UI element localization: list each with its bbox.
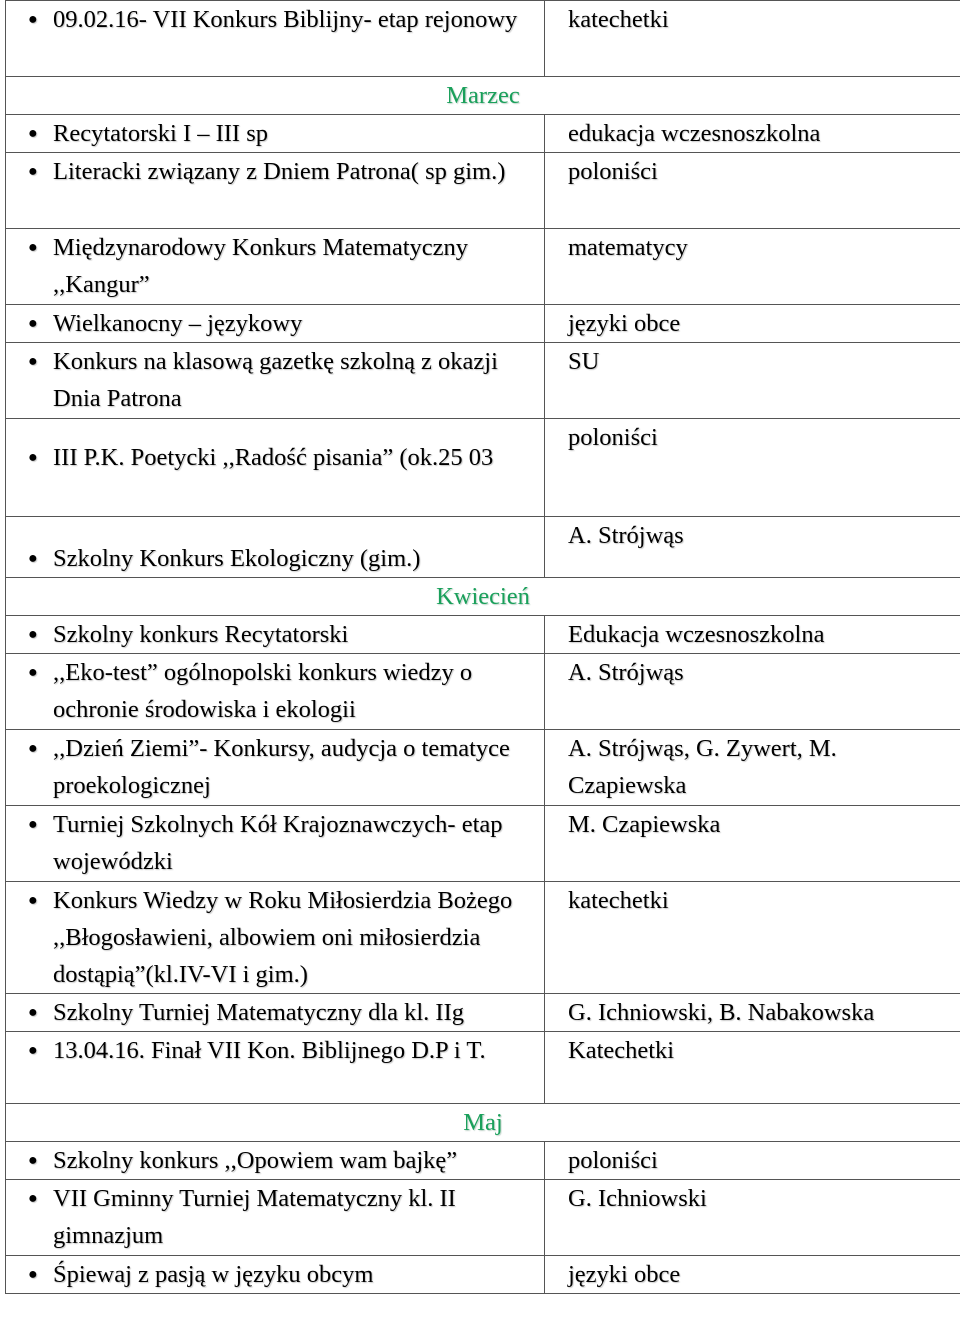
event-cell xyxy=(6,517,545,578)
bullet-icon: ● xyxy=(28,11,38,28)
event-cell xyxy=(6,1032,545,1104)
month-header: Marzec xyxy=(6,77,960,115)
responsible-name: M. Czapiewska xyxy=(568,811,721,838)
month-header: Maj xyxy=(6,1104,960,1142)
responsible-name: edukacja wczesnoszkolna xyxy=(568,120,821,147)
responsible-name: poloniści xyxy=(568,158,658,185)
responsible-cell xyxy=(545,806,960,882)
event-item xyxy=(6,1,544,38)
event-cell xyxy=(6,343,545,419)
event-name: Wielkanocny – językowy xyxy=(53,310,303,337)
event-name: Literacki związany z Dniem Patrona( sp gim.) xyxy=(53,158,506,185)
bullet-icon: ● xyxy=(28,626,38,643)
event-name: ,,Eko-test” ogólnopolski konkurs wiedzy o ochronie środowiska i ekologii xyxy=(53,659,473,723)
event-cell xyxy=(6,305,545,343)
event-item xyxy=(6,1256,544,1293)
responsible-cell xyxy=(545,343,960,419)
table-row xyxy=(6,1180,960,1256)
event-name: VII Gminny Turniej Matematyczny kl. II gimnazjum xyxy=(53,1185,456,1249)
event-cell xyxy=(6,153,545,229)
event-cell xyxy=(6,616,545,654)
event-name: Śpiewaj z pasją w języku obcym xyxy=(53,1261,374,1288)
event-cell xyxy=(6,419,545,517)
responsible-name: SU xyxy=(568,348,600,375)
event-item xyxy=(6,654,544,728)
table-row xyxy=(6,806,960,882)
event-item xyxy=(6,1032,544,1069)
table-row xyxy=(6,994,960,1032)
event-cell xyxy=(6,1180,545,1256)
bullet-icon: ● xyxy=(28,449,38,466)
event-name: Szkolny Konkurs Ekologiczny (gim.) xyxy=(53,545,421,572)
event-cell xyxy=(6,730,545,806)
events-table-body xyxy=(6,1,960,1294)
event-name: Konkurs Wiedzy w Roku Miłosierdzia Bożego ,,Błogosławieni, albowiem oni miłosierdzia dostąpią”(kl.IV-VI i gim.) xyxy=(53,887,513,988)
responsible-name: matematycy xyxy=(568,234,688,261)
responsible-name: Katechetki xyxy=(568,1037,675,1064)
bullet-icon: ● xyxy=(28,239,38,256)
responsible-name: A. Strójwąs xyxy=(568,659,684,686)
responsible-name: G. Ichniowski xyxy=(568,1185,707,1212)
event-item xyxy=(6,806,544,880)
table-row xyxy=(6,517,960,578)
bullet-icon: ● xyxy=(28,892,38,909)
responsible-name: Edukacja wczesnoszkolna xyxy=(568,621,825,648)
table-row xyxy=(6,419,960,517)
event-name: Konkurs na klasową gazetkę szkolną z okazji Dnia Patrona xyxy=(53,348,498,412)
responsible-name: poloniści xyxy=(568,1147,658,1174)
bullet-icon: ● xyxy=(28,1266,38,1283)
events-table xyxy=(5,0,960,1294)
table-row xyxy=(6,115,960,153)
bullet-icon: ● xyxy=(28,550,38,567)
event-item xyxy=(6,153,544,190)
responsible-cell xyxy=(545,115,960,153)
event-name: 09.02.16- VII Konkurs Biblijny- etap rejonowy xyxy=(53,6,518,33)
responsible-cell xyxy=(545,1,960,77)
event-name: III P.K. Poetycki ,,Radość pisania” (ok.25 03 xyxy=(53,444,494,471)
responsible-cell xyxy=(545,994,960,1032)
responsible-cell xyxy=(545,654,960,730)
event-item xyxy=(6,882,544,993)
event-cell xyxy=(6,1256,545,1294)
event-cell xyxy=(6,229,545,305)
bullet-icon: ● xyxy=(28,1190,38,1207)
responsible-cell xyxy=(545,305,960,343)
table-row xyxy=(6,882,960,994)
event-item xyxy=(6,439,544,476)
responsible-cell xyxy=(545,1256,960,1294)
event-item xyxy=(6,540,544,577)
event-item xyxy=(6,730,544,804)
bullet-icon: ● xyxy=(28,353,38,370)
bullet-icon: ● xyxy=(28,1152,38,1169)
event-name: Międzynarodowy Konkurs Matematyczny ,,Kangur” xyxy=(53,234,469,298)
responsible-name: katechetki xyxy=(568,6,669,33)
table-row xyxy=(6,229,960,305)
responsible-name: A. Strójwąs, G. Zywert, M. Czapiewska xyxy=(568,735,837,799)
event-name: Szkolny konkurs ,,Opowiem wam bajkę” xyxy=(53,1147,458,1174)
event-cell xyxy=(6,882,545,994)
event-item xyxy=(6,305,544,342)
table-row xyxy=(6,305,960,343)
bullet-icon: ● xyxy=(28,816,38,833)
bullet-icon: ● xyxy=(28,125,38,142)
table-row xyxy=(6,1142,960,1180)
event-item xyxy=(6,229,544,303)
table-row xyxy=(6,730,960,806)
event-item xyxy=(6,1180,544,1254)
bullet-icon: ● xyxy=(28,1004,38,1021)
month-header-row xyxy=(6,578,960,616)
table-row xyxy=(6,1,960,77)
bullet-icon: ● xyxy=(28,315,38,332)
event-name: ,,Dzień Ziemi”- Konkursy, audycja o tematyce proekologicznej xyxy=(53,735,510,799)
responsible-cell xyxy=(545,1032,960,1104)
responsible-name: języki obce xyxy=(568,1261,681,1288)
bullet-icon: ● xyxy=(28,1042,38,1059)
event-name: 13.04.16. Finał VII Kon. Biblijnego D.P i T. xyxy=(53,1037,486,1064)
month-header-row xyxy=(6,1104,960,1142)
event-name: Szkolny konkurs Recytatorski xyxy=(53,621,349,648)
responsible-cell xyxy=(545,153,960,229)
event-item xyxy=(6,616,544,653)
table-row xyxy=(6,1256,960,1294)
table-row xyxy=(6,616,960,654)
event-item xyxy=(6,994,544,1031)
table-row xyxy=(6,1032,960,1104)
month-header: Kwiecień xyxy=(6,578,960,616)
event-cell xyxy=(6,994,545,1032)
responsible-name: G. Ichniowski, B. Nabakowska xyxy=(568,999,875,1026)
responsible-name: katechetki xyxy=(568,887,669,914)
table-row xyxy=(6,153,960,229)
event-name: Recytatorski I – III sp xyxy=(53,120,268,147)
responsible-cell xyxy=(545,616,960,654)
responsible-cell xyxy=(545,517,960,578)
responsible-cell xyxy=(545,1142,960,1180)
month-header-row xyxy=(6,77,960,115)
bullet-icon: ● xyxy=(28,740,38,757)
event-item xyxy=(6,115,544,152)
event-name: Szkolny Turniej Matematyczny dla kl. IIg xyxy=(53,999,464,1026)
event-cell xyxy=(6,115,545,153)
responsible-cell xyxy=(545,1180,960,1256)
event-item xyxy=(6,1142,544,1179)
bullet-icon: ● xyxy=(28,163,38,180)
event-cell xyxy=(6,654,545,730)
responsible-cell xyxy=(545,419,960,517)
bullet-icon: ● xyxy=(28,664,38,681)
table-row xyxy=(6,343,960,419)
event-cell xyxy=(6,1142,545,1180)
event-cell xyxy=(6,1,545,77)
responsible-cell xyxy=(545,229,960,305)
event-item xyxy=(6,343,544,417)
responsible-cell xyxy=(545,730,960,806)
responsible-name: A. Strójwąs xyxy=(568,522,684,549)
table-row xyxy=(6,654,960,730)
responsible-name: języki obce xyxy=(568,310,681,337)
responsible-cell xyxy=(545,882,960,994)
event-name: Turniej Szkolnych Kół Krajoznawczych- etap wojewódzki xyxy=(53,811,503,875)
event-cell xyxy=(6,806,545,882)
responsible-name: poloniści xyxy=(568,424,658,451)
